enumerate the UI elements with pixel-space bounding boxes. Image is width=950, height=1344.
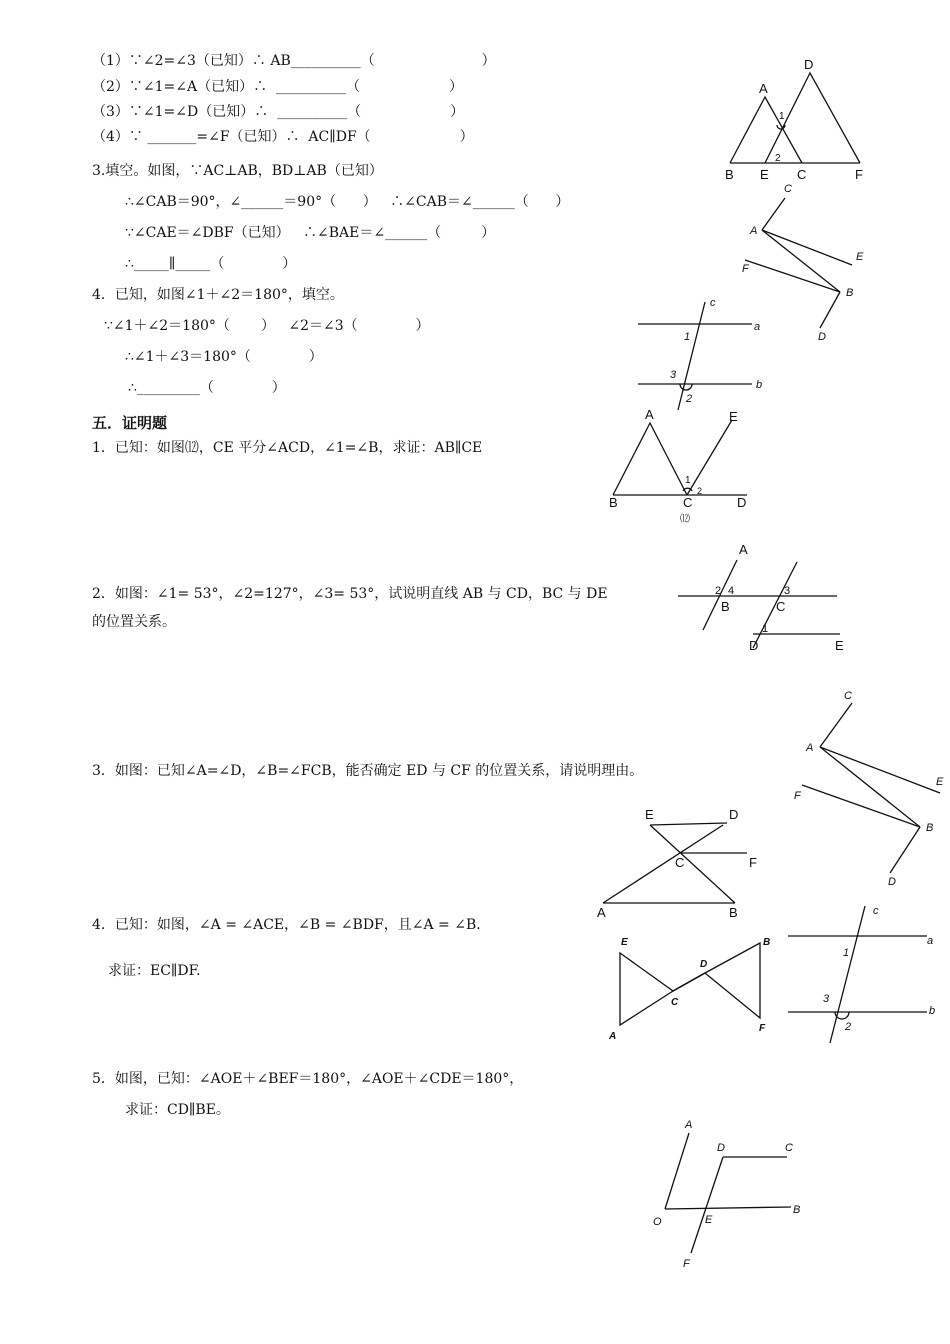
label: A xyxy=(609,1031,617,1042)
label: C xyxy=(797,167,807,182)
proof-2b: 的位置关系。 xyxy=(92,614,176,630)
label: E xyxy=(835,638,844,653)
label: C xyxy=(776,599,786,614)
label: 2 xyxy=(845,1021,852,1033)
label: D xyxy=(737,495,747,510)
fill-line-1: （1）∵∠2=∠3（已知）∴ AB__________（ ） xyxy=(92,53,496,69)
label: A xyxy=(685,1119,693,1131)
label: O xyxy=(653,1216,662,1228)
label: 1 xyxy=(762,623,769,635)
label: D xyxy=(818,331,826,343)
proof-1: 1．已知：如图⑿，CE 平分∠ACD，∠1=∠B，求证：AB∥CE xyxy=(92,440,483,456)
label: D xyxy=(888,876,896,888)
label: 1 xyxy=(779,111,785,122)
figure-parallel-1 xyxy=(630,292,770,417)
label: 4 xyxy=(728,585,735,597)
label: D xyxy=(700,959,708,970)
label: A xyxy=(597,905,606,920)
label: A xyxy=(739,542,748,557)
figure-5 xyxy=(645,1115,820,1275)
q3-line-2: ∵∠CAE＝∠DBF（已知） ∴∠BAE＝∠______（ ） xyxy=(125,225,496,241)
label: C xyxy=(844,690,852,702)
figure-z-shape-2 xyxy=(790,685,950,890)
q4-line-2: ∴∠1＋∠3＝180°（ ） xyxy=(125,349,323,365)
label: ⑿ xyxy=(680,514,690,525)
label: B xyxy=(763,937,771,948)
q3-title: 3.填空。如图，∵AC⊥AB，BD⊥AB（已知） xyxy=(92,163,383,179)
label: C xyxy=(785,1142,793,1154)
label: D xyxy=(717,1142,725,1154)
label: F xyxy=(683,1258,690,1270)
q4-line-3: ∴_________（ ） xyxy=(128,380,286,396)
proof-4b: 求证：EC∥DF. xyxy=(108,963,201,979)
label: B xyxy=(846,287,854,299)
label: F xyxy=(855,167,863,182)
label: D xyxy=(729,807,739,822)
label: 3 xyxy=(823,993,830,1005)
figure-4 xyxy=(605,933,785,1043)
figure-2 xyxy=(675,538,850,658)
label: E xyxy=(645,807,654,822)
figure-two-triangles xyxy=(715,55,875,185)
label: A xyxy=(759,81,768,96)
label: B xyxy=(729,905,738,920)
label: b xyxy=(929,1005,936,1017)
label: 2 xyxy=(775,153,781,164)
label: A xyxy=(750,225,758,237)
label: c xyxy=(873,905,879,917)
proof-5a: 5．如图，已知：∠AOE＋∠BEF＝180°，∠AOE＋∠CDE＝180°， xyxy=(92,1071,524,1087)
label: B xyxy=(721,599,730,614)
label: 2 xyxy=(697,486,703,496)
section-heading: 五．证明题 xyxy=(92,414,168,432)
label: a xyxy=(754,321,761,333)
q3-line-3: ∴_____∥_____（ ） xyxy=(125,256,297,272)
label: F xyxy=(742,263,749,275)
figure-12 xyxy=(605,405,755,530)
label: 2 xyxy=(715,585,722,597)
label: C xyxy=(784,183,792,195)
label: B xyxy=(725,167,734,182)
fill-line-2: （2）∵∠1=∠A（已知）∴ __________（ ） xyxy=(92,79,464,95)
label: 3 xyxy=(670,369,677,381)
label: E xyxy=(760,167,769,182)
figure-3 xyxy=(595,805,760,923)
label: c xyxy=(710,297,716,309)
label: E xyxy=(936,776,944,788)
label: C xyxy=(671,997,679,1008)
label: F xyxy=(749,855,757,870)
label: 3 xyxy=(784,585,791,597)
label: A xyxy=(645,407,654,422)
label: B xyxy=(926,822,934,834)
label: a xyxy=(927,935,934,947)
label: 1 xyxy=(843,947,850,959)
proof-3: 3．如图：已知∠A=∠D，∠B=∠FCB，能否确定 ED 与 CF 的位置关系，请说明理由。 xyxy=(92,763,644,779)
label: E xyxy=(856,251,864,263)
label: F xyxy=(794,790,801,802)
label: 1 xyxy=(684,331,691,343)
label: E xyxy=(621,937,628,948)
label: D xyxy=(749,638,759,653)
fill-line-3: （3）∵∠1=∠D（已知）∴ __________（ ） xyxy=(92,104,465,120)
figure-parallel-2 xyxy=(785,898,945,1048)
label: 2 xyxy=(686,393,693,405)
label: C xyxy=(675,855,685,870)
label: E xyxy=(729,409,738,424)
proof-5b: 求证：CD∥BE。 xyxy=(125,1102,230,1118)
proof-4a: 4．已知：如图，∠A = ∠ACE，∠B = ∠BDF，且∠A = ∠B． xyxy=(92,917,491,933)
label: B xyxy=(793,1204,801,1216)
label: F xyxy=(759,1023,766,1034)
fill-line-4: （4）∵ _______=∠F（已知）∴ AC∥DF（ ） xyxy=(92,129,474,145)
label: E xyxy=(705,1214,713,1226)
q4-title: 4．已知，如图∠1＋∠2＝180°，填空。 xyxy=(92,287,344,303)
proof-2a: 2．如图：∠1= 53°，∠2=127°，∠3= 53°，试说明直线 AB 与 CD，BC 与 DE xyxy=(92,586,608,602)
label: C xyxy=(683,495,693,510)
label: 1 xyxy=(685,475,691,486)
label: D xyxy=(804,57,814,72)
label: A xyxy=(806,742,814,754)
label: b xyxy=(756,379,763,391)
q4-line-1: ∵∠1＋∠2＝180°（ ） ∠2＝∠3（ ） xyxy=(104,318,430,334)
label: B xyxy=(609,495,618,510)
q3-line-1: ∴∠CAB＝90°，∠______＝90°（ ） ∴∠CAB＝∠______（ ） xyxy=(125,194,570,210)
